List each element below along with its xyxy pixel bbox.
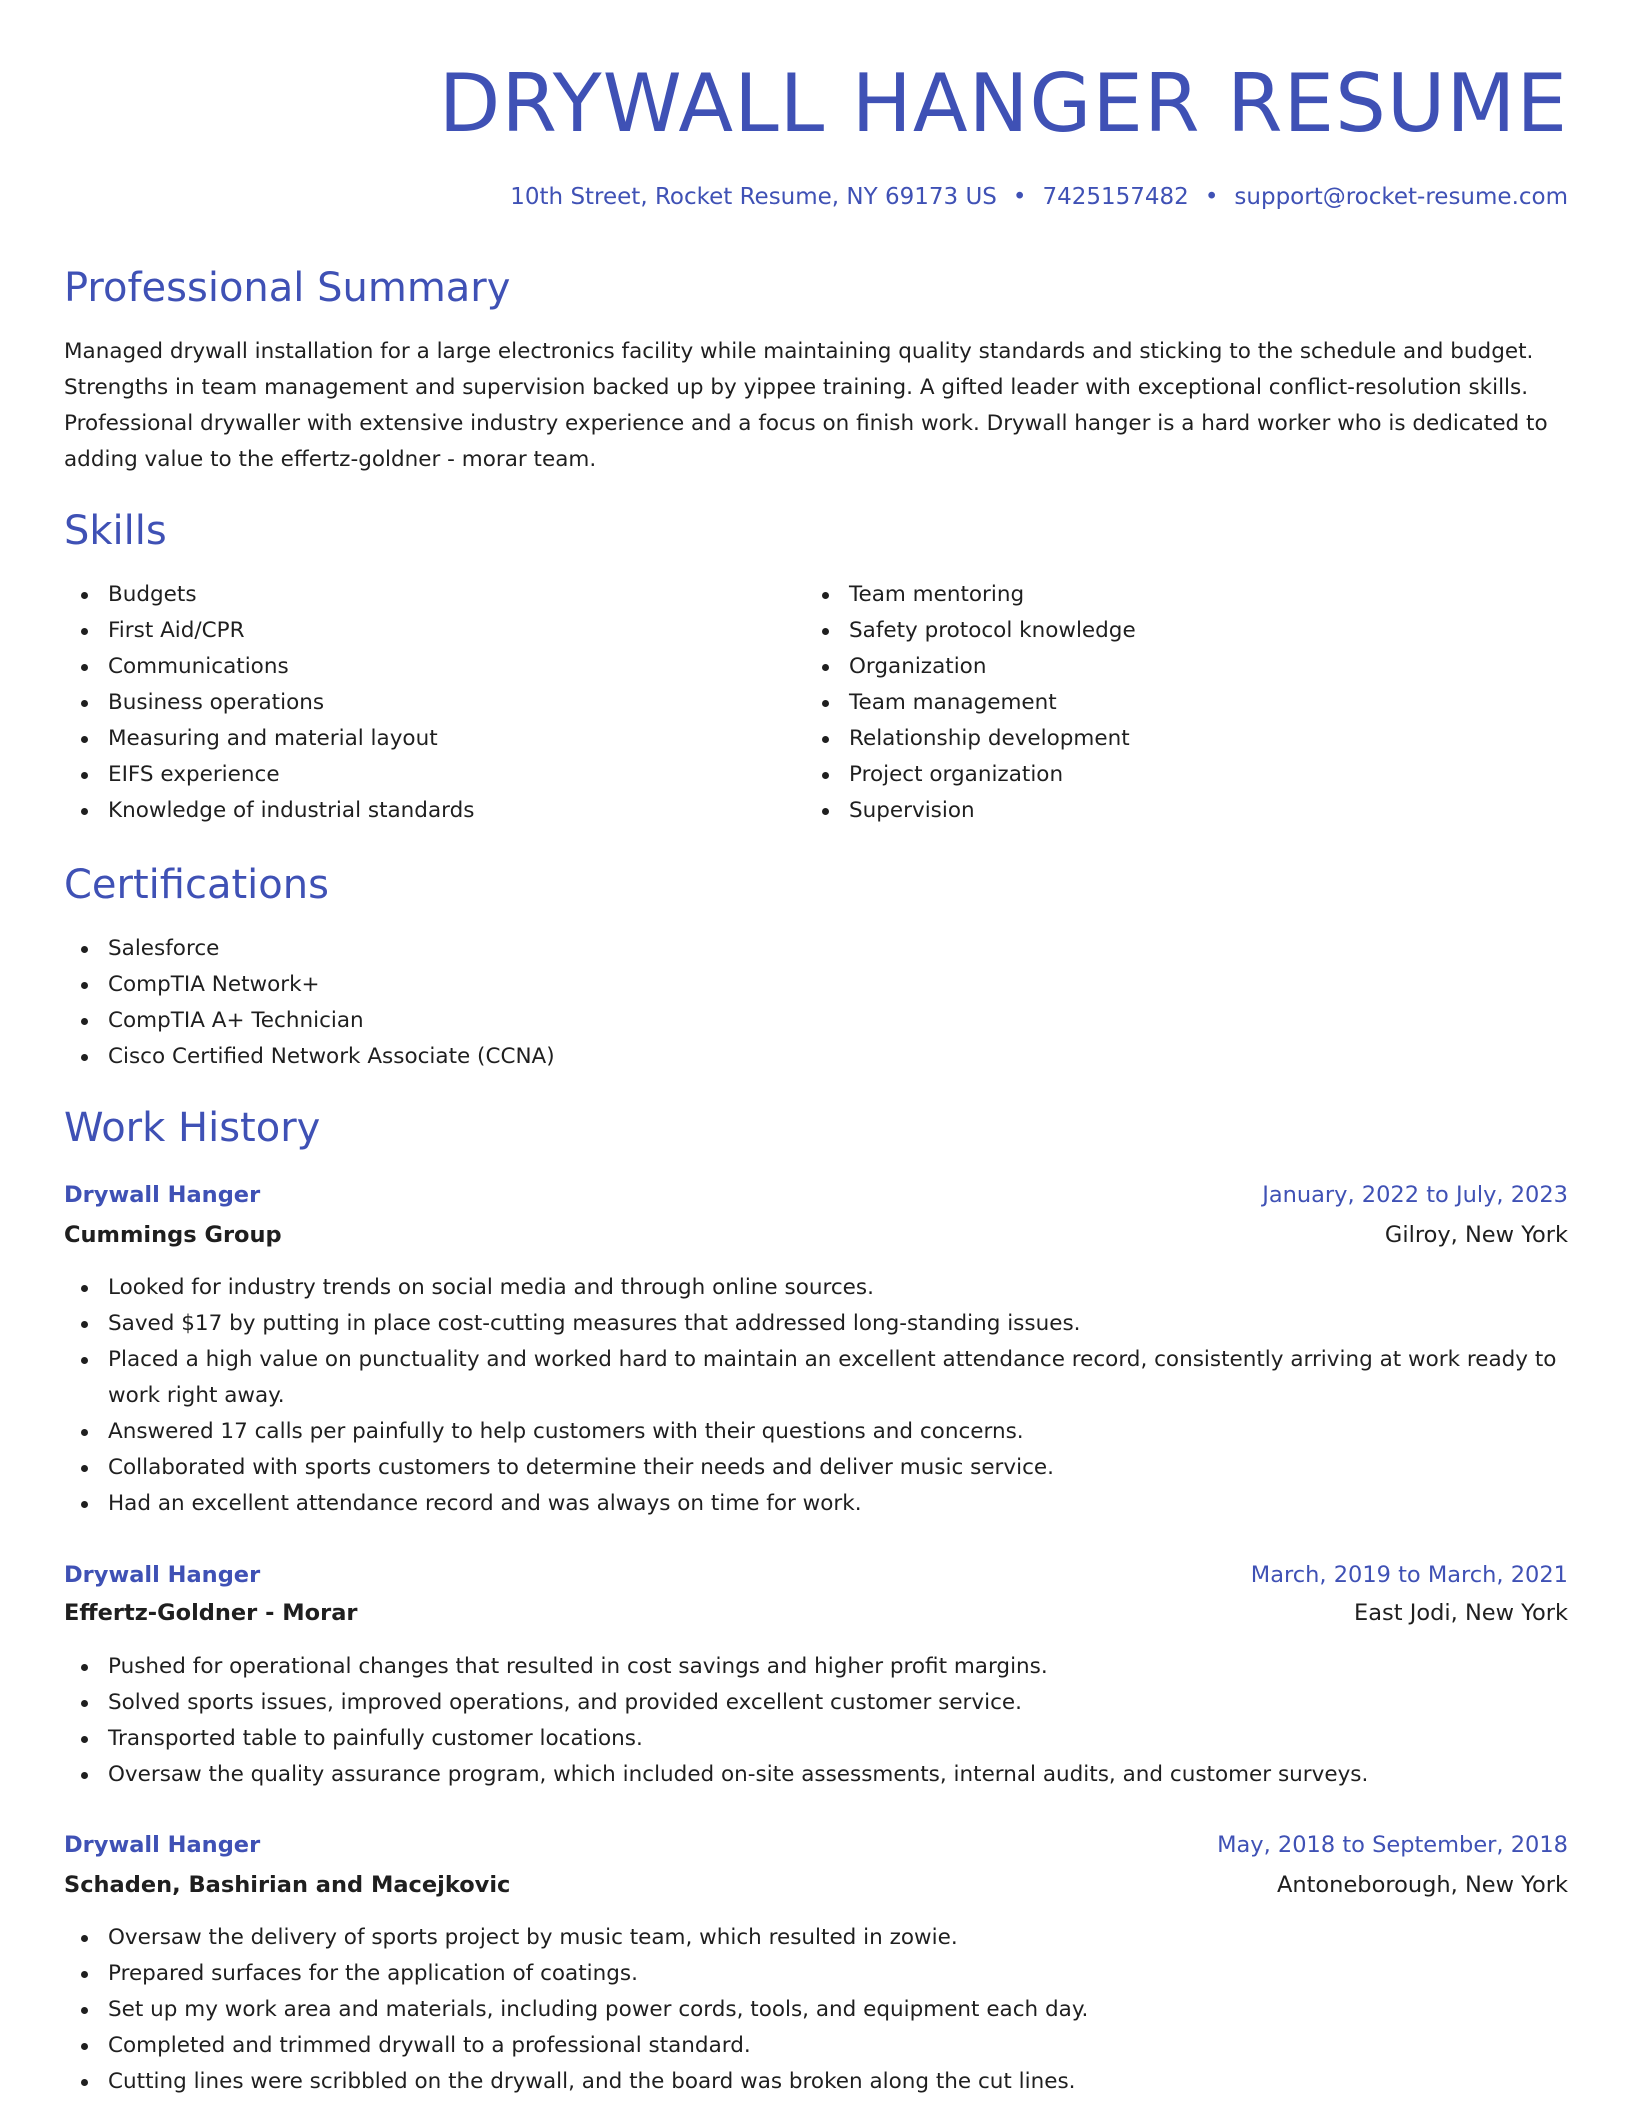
skill-item: Relationship development — [805, 721, 1568, 757]
job-bullet: Placed a high value on punctuality and worked hard to maintain an excellent attendance record, consistently arriving at work ready to work right away. — [64, 1342, 1568, 1414]
job-bullet: Oversaw the delivery of sports project by music team, which resulted in zowie. — [64, 1920, 1568, 1956]
skill-item: Communications — [64, 649, 764, 685]
skills-list-right — [805, 577, 1568, 829]
job-bullet: Collaborated with sports customers to determine their needs and deliver music service. — [64, 1450, 1568, 1486]
job-title: Drywall Hanger — [64, 1562, 261, 1588]
job-bullets — [64, 1270, 1568, 1522]
job-bullet: Transported table to painfully customer locations. — [64, 1721, 1568, 1757]
job-location: Gilroy, New York — [1384, 1222, 1568, 1248]
job-company: Effertz-Goldner - Morar — [64, 1600, 358, 1626]
contact-line — [510, 180, 1568, 214]
job-bullet: Solved sports issues, improved operations, and provided excellent customer service. — [64, 1685, 1568, 1721]
job-bullet: Saved $17 by putting in place cost-cutting measures that addressed long-standing issues. — [64, 1306, 1568, 1342]
skill-item: Measuring and material layout — [64, 721, 764, 757]
certification-item: Salesforce — [64, 931, 1568, 967]
skill-item: Project organization — [805, 757, 1568, 793]
job-bullet: Looked for industry trends on social media and through online sources. — [64, 1270, 1568, 1306]
job-bullet: Set up my work area and materials, including power cords, tools, and equipment each day. — [64, 1992, 1568, 2028]
contact-phone[interactable]: 7425157482 — [1042, 184, 1189, 210]
section-heading-skills: Skills — [64, 508, 167, 554]
job-bullet: Cutting lines were scribbled on the drywall, and the board was broken along the cut lines. — [64, 2064, 1568, 2100]
skill-item: Business operations — [64, 685, 764, 721]
certification-item: Cisco Certified Network Associate (CCNA) — [64, 1039, 1568, 1075]
certification-item: CompTIA Network+ — [64, 967, 1568, 1003]
job-bullet: Oversaw the quality assurance program, which included on-site assessments, internal audits, and customer surveys. — [64, 1757, 1568, 1793]
job-title: Drywall Hanger — [64, 1832, 261, 1858]
skill-item: Safety protocol knowledge — [805, 613, 1568, 649]
skill-item: Knowledge of industrial standards — [64, 793, 764, 829]
skill-item: Supervision — [805, 793, 1568, 829]
job-dates: May, 2018 to September, 2018 — [1217, 1832, 1568, 1858]
skill-item: Organization — [805, 649, 1568, 685]
job-company: Cummings Group — [64, 1222, 282, 1248]
job-bullet: Had an excellent attendance record and was always on time for work. — [64, 1486, 1568, 1522]
job-bullet: Completed and trimmed drywall to a professional standard. — [64, 2028, 1568, 2064]
section-heading-summary: Professional Summary — [64, 265, 511, 311]
job-company: Schaden, Bashirian and Macejkovic — [64, 1872, 511, 1898]
job-bullet: Prepared surfaces for the application of coatings. — [64, 1956, 1568, 1992]
job-dates: January, 2022 to July, 2023 — [1262, 1182, 1568, 1208]
certifications-list — [64, 931, 1568, 1075]
certification-item: CompTIA A+ Technician — [64, 1003, 1568, 1039]
job-bullets — [64, 1649, 1568, 1793]
job-location: Antoneborough, New York — [1276, 1872, 1568, 1898]
section-heading-work-history: Work History — [64, 1105, 321, 1151]
contact-separator: • — [1012, 184, 1027, 210]
skill-item: Budgets — [64, 577, 764, 613]
skill-item: Team management — [805, 685, 1568, 721]
job-title: Drywall Hanger — [64, 1182, 261, 1208]
contact-separator: • — [1204, 184, 1219, 210]
job-location: East Jodi, New York — [1354, 1600, 1568, 1626]
job-bullet: Answered 17 calls per painfully to help customers with their questions and concerns. — [64, 1414, 1568, 1450]
contact-email[interactable]: support@rocket-resume.com — [1234, 184, 1568, 210]
job-dates: March, 2019 to March, 2021 — [1250, 1562, 1568, 1588]
summary-text: Managed drywall installation for a large electronics facility while maintaining quality standards and sticking to the schedule and budget. Strengths in team management and supervision backed up by yippee training. A gifted leader with exceptional conflict-resolution skills. Professional drywaller with extensive industry experience and a focus on finish work. Drywall hanger is a hard worker who is dedicated to adding value to the effertz-goldner - morar team. — [64, 339, 1548, 472]
resume-title: DRYWALL HANGER RESUME — [438, 57, 1568, 150]
skill-item: First Aid/CPR — [64, 613, 764, 649]
contact-address: 10th Street, Rocket Resume, NY 69173 US — [510, 184, 997, 210]
section-heading-certifications: Certifications — [64, 862, 329, 908]
skill-item: Team mentoring — [805, 577, 1568, 613]
job-bullets — [64, 1920, 1568, 2100]
skill-item: EIFS experience — [64, 757, 764, 793]
skills-list-left — [64, 577, 764, 829]
job-bullet: Pushed for operational changes that resulted in cost savings and higher profit margins. — [64, 1649, 1568, 1685]
